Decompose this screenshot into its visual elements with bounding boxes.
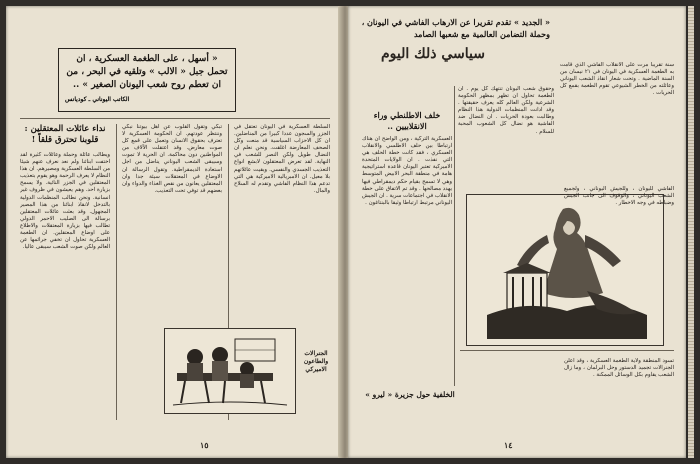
- bottom-headline: الخلفية حول جزيرة « ليرو »: [365, 390, 455, 399]
- article-column-1: ويطالب عائلة وحملة وعائلات كثيرة لقد اختفت ابنائنا ولم نعد نعرف عنهم شيئا من السلطة العسكرية ومصيرهم. ان هذا النظام لا يعرف الرحمة وهو يقوم بتعذيب المعتقلين في الجزر النائية. ولا يسمح بزيارة احد. وهم يعيشون في ظروف غير انسانية. ونحن نطالب المنظمات الدولية بالتدخل لانقاذ ابنائنا من هذا المصير المجهول. وقد بعثت عائلات المعتقلين برسالة الى الصليب الاحمر الدولي تطالب فيها بزيارة المعتقلات والاطلاع على اوضاع المعتقلين. ان الطغمة العسكرية تحاول ان تخفي جرائمها عن العالم ولكن صوت الشعب سيبقى عاليا.: [20, 152, 110, 251]
- left-page: [6, 6, 344, 458]
- column-rule: [116, 124, 117, 420]
- intro-column: سنة تقريبا مرت على الانقلاب الفاشي الذي قامت به الطغمة العسكرية في اليونان في ٢١ نيسان من السنة الماضية . وتحت شعار انقاذ الشعب اليوناني وعائلته من الخطر الشيوعي تقوم الطغمة بقمع كل الحريات .: [560, 62, 674, 97]
- right-text-column: الفاشي لليونان ، وللجيش اليوناني ، ولجميع الشعب اليوناني ، والوقوف الى جانب الجيش وضباطه في وجه الاخطار .: [564, 186, 674, 207]
- page-edges: [688, 6, 694, 458]
- article-column-2: تبكي وتقول القلوب عن اهل بيوتنا نبكي وننتظر عودتهم. ان الحكومة العسكرية لا تعترف بحقوق الانسان وتعمل على قمع كل صوت معارض. وقد اعتقلت الآلاف من المواطنين دون محاكمة. ان الحرية لا تموت وسيبقى الشعب اليوناني يناضل من اجل استعادة الديمقراطية. وتقول الرسالة ان الاوضاع في المعتقلات سيئة جدا وان المعتقلين يعانون من نقص الغذاء والدواء وان بعضهم قد توفي تحت التعذيب.: [122, 124, 222, 194]
- quote-box: [58, 48, 236, 112]
- bottom-column: تسود المنطقة ولاية الطغمة العسكرية ، وقد اعلن الجنرالات تجميد الدستور وحل البرلمان ، وما زال الشعب يقاوم بكل الوسائل الممكنة .: [564, 358, 674, 379]
- divider: [460, 350, 674, 351]
- section-logo-title: سياسي ذلك اليوم: [381, 46, 485, 62]
- page-number-right: ١٤: [504, 440, 513, 450]
- page-number-left: ١٥: [200, 440, 209, 450]
- column-rule: [454, 86, 455, 386]
- quote-author: الكاتب اليوناني ـ كوديانس: [65, 96, 130, 103]
- sub-headline: خلف الاطلنطي وراء الانقلابيين ..: [373, 110, 441, 131]
- cartoon-illustration: [164, 328, 296, 414]
- cartoon-caption: الجنرالات والطاعون الاميركي: [303, 350, 329, 373]
- article-column-3: السلطة العسكرية في اليونان تعتقل في الجزر والسجون عددا كبيرا من المناضلين. ان كل الاحزاب السياسية قد منعت وكل الصحف المعارضة اغلقت. ونحن نعلم ان النضال طويل ولكن النصر للشعب في النهاية. لقد تعرض المعتقلون لابشع انواع التعذيب الجسدي والنفسي. وبقيت عائلاتهم بلا معيل. ان الامبريالية الاميركية هي التي تدعم هذا النظام الفاشي وتقدم له السلاح والمال.: [234, 124, 330, 194]
- quote-text: « أسهل ، على الطغمة العسكرية ، ان تحمل جبل « الالب » وتلقيه في البحر ، من ان تعطم روح شعب اليونان الصغير » ..: [66, 54, 228, 90]
- article-headline: نداء عائلات المعتقلين : قلوبنا تحترق قلقاً !: [24, 124, 106, 145]
- generals-cartoon-icon: [165, 329, 295, 413]
- mid-column: وحقوق شعب اليونان تنتهك كل يوم . ان الطغمة تحاول ان تظهر بمظهر الحكومة الشرعية ولكن العالم كله يعرف حقيقتها . وقد ادانت المنظمات الدولية هذا النظام وطالبت بعودة الحريات . ان النضال ضد الفاشية هو نضال كل الشعوب المحبة للسلام .: [458, 86, 554, 135]
- left-column: العسكرية التركية ، ومن الواضح ان هناك ارتباطا بين حلف الاطلسي والانقلاب العسكري ، فقد كانت خطة الحلف هي التي نفذت . ان الولايات المتحدة الاميركية تعتبر اليونان قاعدة استراتيجية هامة في منطقة البحر الابيض المتوسط وهي لا تسمح بقيام حكم ديمقراطي فيها يهدد مصالحها . وقد تم الاتفاق على خطة الانقلاب في اجتماعات سرية . ان الجيش اليوناني مرتبط ارتباطا وثيقا بالبنتاغون .: [362, 136, 452, 206]
- divider: [20, 118, 330, 119]
- right-page: [348, 6, 686, 458]
- top-news-headline: « الجديد » تقدم تقريرا عن الارهاب الفاشي في اليونان ، وحملة التضامن العالمية مع شعبها الصامد: [361, 17, 550, 39]
